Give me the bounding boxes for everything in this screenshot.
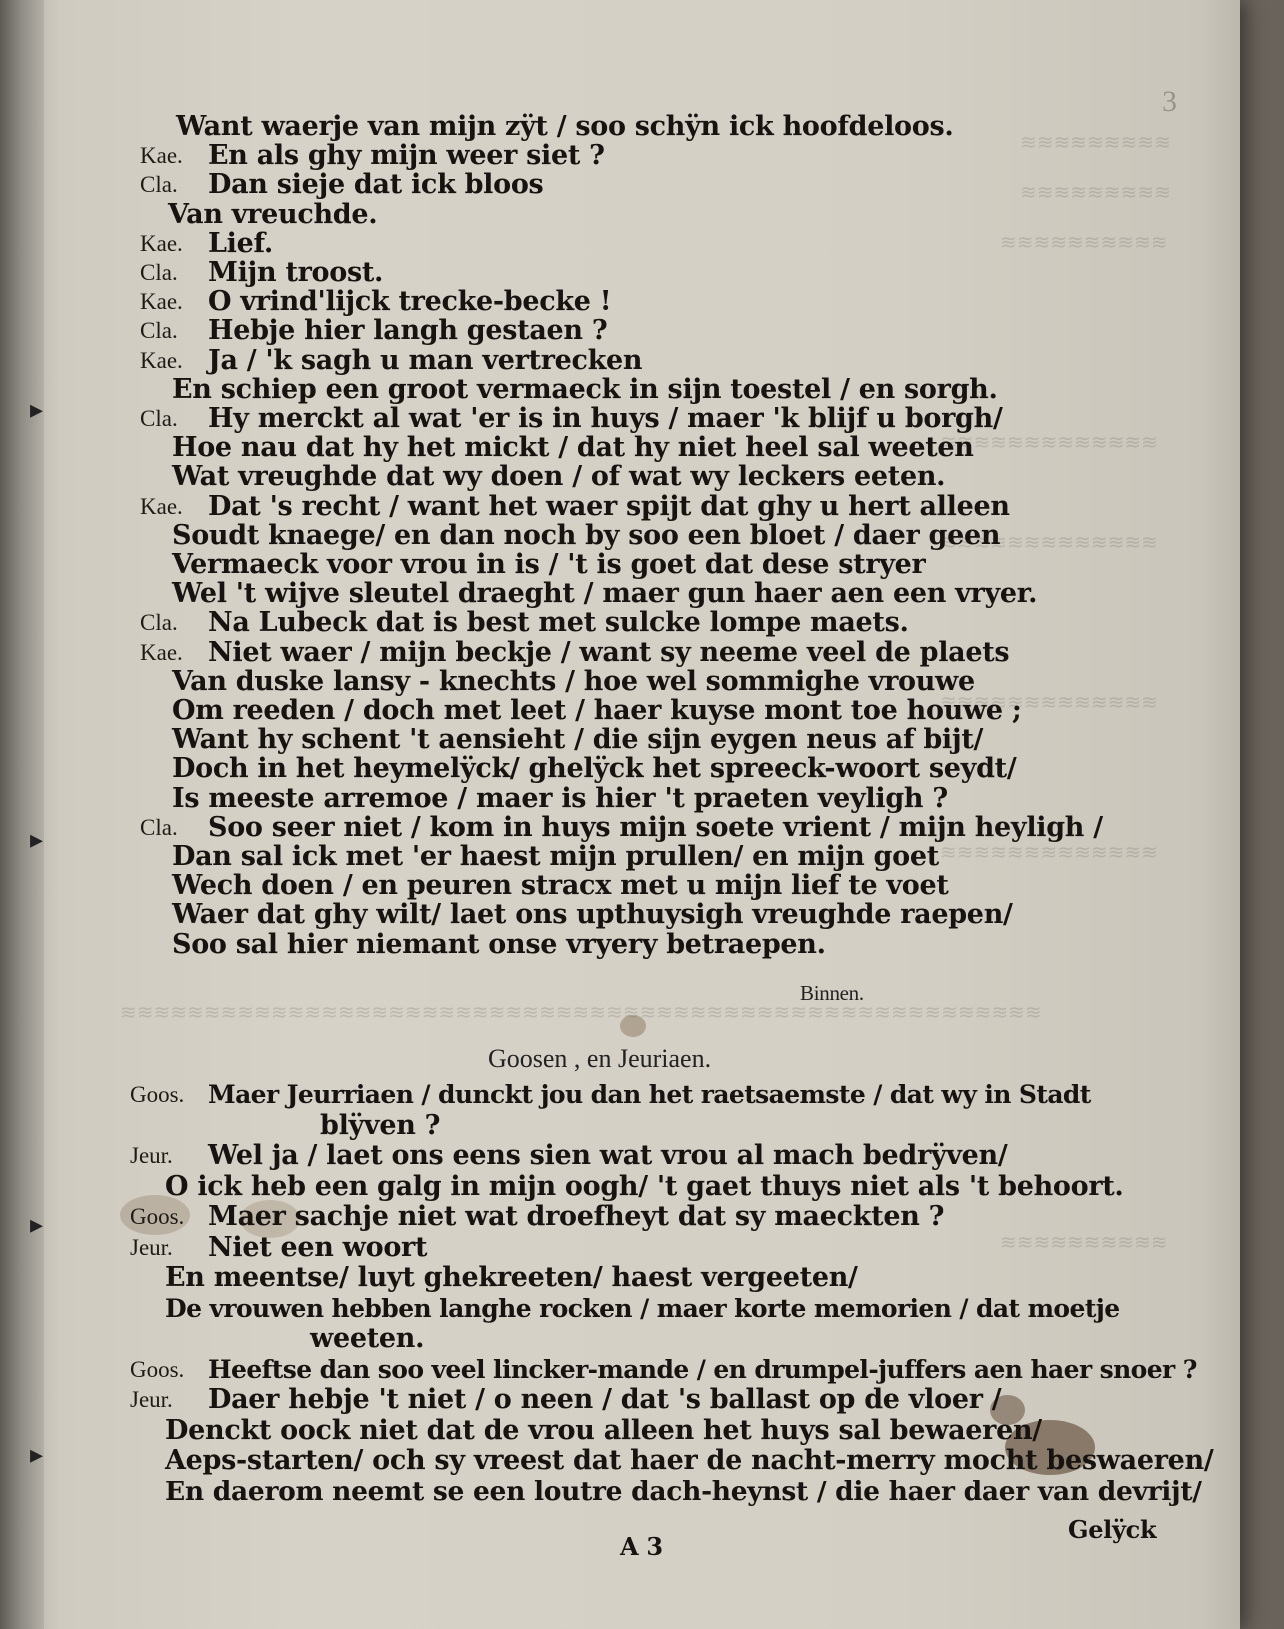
speaker-label: Kae. bbox=[140, 347, 183, 373]
verse-line: Soo sal hier niemant onse vryery betraepen. bbox=[172, 928, 826, 960]
speaker-label: Cla. bbox=[140, 814, 178, 840]
stain bbox=[620, 1015, 646, 1037]
verse-line: Vermaeck voor vrou in is / 't is goet dat dese stryer bbox=[172, 549, 926, 580]
verse-line: En meentse/ luyt ghekreeten/ haest vergeeten/ bbox=[165, 1262, 858, 1293]
speaker-label: Kae. bbox=[140, 289, 183, 315]
speaker-label: Goos. bbox=[130, 1082, 185, 1107]
bleed-through: ≋≋≋≋≋≋≋≋≋≋≋≋≋ bbox=[940, 840, 1158, 864]
bleed-through: ≋≋≋≋≋≋≋≋≋ bbox=[1020, 130, 1171, 154]
signature-mark: A 3 bbox=[620, 1532, 663, 1561]
verse-line: De vrouwen hebben langhe rocken / maer korte memorien / dat moetje bbox=[165, 1293, 1120, 1323]
verse-line: Niet waer / mijn beckje / want sy neeme veel de plaets bbox=[208, 636, 1010, 668]
verse-line: Denckt oock niet dat de vrou alleen het huys sal bewaeren/ bbox=[165, 1414, 1042, 1446]
speaker-label: Cla. bbox=[140, 610, 178, 636]
speaker-label: Kae. bbox=[140, 493, 183, 519]
verse-line: Dan sal ick met 'er haest mijn prullen/ en mijn goet bbox=[172, 841, 939, 872]
verse-line: Ja / 'k sagh u man vertrecken bbox=[208, 344, 643, 376]
verse-line: Mijn troost. bbox=[208, 257, 384, 288]
bleed-through: ≋≋≋≋≋≋≋≋≋≋≋≋≋ bbox=[940, 690, 1158, 714]
verse-line: Dan sieje dat ick bloos bbox=[208, 169, 544, 201]
verse-line: Wat vreughde dat wy doen / of wat wy leckers eeten. bbox=[172, 461, 946, 493]
speaker-label: Kae. bbox=[140, 143, 183, 169]
verse-line: Lief. bbox=[208, 227, 273, 259]
verse-line: Maer Jeurriaen / dunckt jou dan het raetsaemste / dat wy in Stadt bbox=[208, 1080, 1091, 1109]
verse-line: Hy merckt al wat 'er is in huys / maer 'k blijf u borgh/ bbox=[208, 403, 1003, 434]
verse-line: Soo seer niet / kom in huys mijn soete vrient / mijn heyligh / bbox=[208, 811, 1103, 843]
speaker-label: Goos. bbox=[130, 1356, 185, 1382]
verse-line: Is meeste arremoe / maer is hier 't praeten veyligh ? bbox=[172, 782, 948, 814]
speaker-label: Cla. bbox=[140, 172, 178, 198]
verse-line: Na Lubeck dat is best met sulcke lompe maets. bbox=[208, 607, 909, 639]
speaker-label: Kae. bbox=[140, 639, 183, 665]
verse-line: Wel ja / laet ons eens sien wat vrou al mach bedrÿven/ bbox=[208, 1140, 1008, 1171]
verse-line: Wel 't wijve sleutel draeght / maer gun haer aen een vryer. bbox=[172, 578, 1038, 610]
speaker-label: Jeur. bbox=[130, 1143, 173, 1168]
verse-line: Wech doen / en peuren stracx met u mijn lief te voet bbox=[172, 870, 949, 902]
verse-line: Niet een woort bbox=[208, 1231, 428, 1263]
bleed-through: ≋≋≋≋≋≋≋≋≋≋ bbox=[1000, 230, 1168, 254]
speaker-label: Cla. bbox=[140, 260, 178, 285]
corner-page-number: 3 bbox=[1162, 85, 1177, 118]
margin-mark: ▸ bbox=[30, 1210, 44, 1240]
verse-line: Waer dat ghy wilt/ laet ons upthuysigh vreughde raepen/ bbox=[172, 899, 1013, 931]
verse-line: Want hy schent 't aensieht / die sijn eygen neus af bijt/ bbox=[172, 724, 984, 756]
margin-mark: ▸ bbox=[30, 395, 44, 425]
bleed-through: ≋≋≋≋≋≋≋≋≋≋≋≋≋≋≋≋≋≋≋≋≋≋≋≋≋≋≋≋≋≋≋≋≋≋≋≋≋≋≋≋≋≋≋≋≋≋≋≋≋≋≋≋≋≋≋ bbox=[120, 1000, 1042, 1024]
book-gutter bbox=[0, 0, 44, 1629]
verse-line: En als ghy mijn weer siet ? bbox=[208, 140, 605, 172]
verse-line: Hoe nau dat hy het mickt / dat hy niet heel sal weeten bbox=[172, 432, 974, 464]
speaker-label: Cla. bbox=[140, 406, 178, 431]
bleed-through: ≋≋≋≋≋≋≋≋≋ bbox=[1020, 180, 1171, 204]
scene-heading: Goosen , en Jeuriaen. bbox=[488, 1044, 712, 1073]
bleed-through: ≋≋≋≋≋≋≋≋≋≋≋≋≋ bbox=[940, 530, 1158, 554]
verse-line: O vrind'lijck trecke-becke ! bbox=[208, 286, 612, 318]
speaker-label: Goos. bbox=[130, 1204, 185, 1229]
verse-line: Heeftse dan soo veel lincker-mande / en drumpel-juffers aen haer snoer ? bbox=[208, 1354, 1197, 1384]
verse-line: En schiep een groot vermaeck in sijn toestel / en sorgh. bbox=[172, 373, 998, 405]
bleed-through: ≋≋≋≋≋≋≋≋≋≋ bbox=[1000, 1230, 1168, 1254]
verse-line: Want waerje van mijn zÿt / soo schÿn ick hoofdeloos. bbox=[176, 111, 954, 142]
speaker-label: Cla. bbox=[140, 318, 178, 344]
speaker-label: Kae. bbox=[140, 230, 183, 256]
verse-line: Soudt knaege/ en dan noch by soo een bloet / daer geen bbox=[172, 519, 1001, 551]
speaker-label: Jeur. bbox=[130, 1387, 173, 1412]
verse-line: Hebje hier langh gestaen ? bbox=[208, 315, 608, 347]
verse-line: Maer sachje niet wat droefheyt dat sy maeckten ? bbox=[208, 1201, 945, 1232]
verse-line: Dat 's recht / want het waer spijt dat ghy u hert alleen bbox=[208, 490, 1010, 522]
bleed-through: ≋≋≋≋≋≋≋≋≋≋≋≋≋ bbox=[940, 430, 1158, 454]
verse-line: Van vreuchde. bbox=[168, 198, 378, 230]
speaker-label: Jeur. bbox=[130, 1234, 173, 1260]
verse-line: blÿven ? bbox=[320, 1109, 441, 1141]
verse-line: Van duske lansy - knechts / hoe wel sommighe vrouwe bbox=[172, 665, 975, 697]
verse-line: Daer hebje 't niet / o neen / dat 's ballast op de vloer / bbox=[208, 1384, 1002, 1415]
margin-mark: ▸ bbox=[30, 825, 44, 855]
verse-line: Om reeden / doch met leet / haer kuyse mont toe houwe ; bbox=[172, 695, 1022, 726]
verse-line: Aeps-starten/ och sy vreest dat haer de nacht-merry mocht beswaeren/ bbox=[165, 1445, 1214, 1476]
verse-line: En daerom neemt se een loutre dach-heynst / die haer daer van devrijt/ bbox=[165, 1475, 1202, 1507]
catchword: Gelÿck bbox=[1068, 1515, 1157, 1544]
margin-mark: ▸ bbox=[30, 1440, 44, 1470]
verse-line: Doch in het heymelÿck/ ghelÿck het spreeck-woort seydt/ bbox=[172, 753, 1017, 785]
verse-line: O ick heb een galg in mijn oogh/ 't gaet thuys niet als 't behoort. bbox=[165, 1170, 1124, 1202]
verse-line: weeten. bbox=[310, 1323, 425, 1354]
stage-direction-exit: Binnen. bbox=[800, 981, 864, 1005]
